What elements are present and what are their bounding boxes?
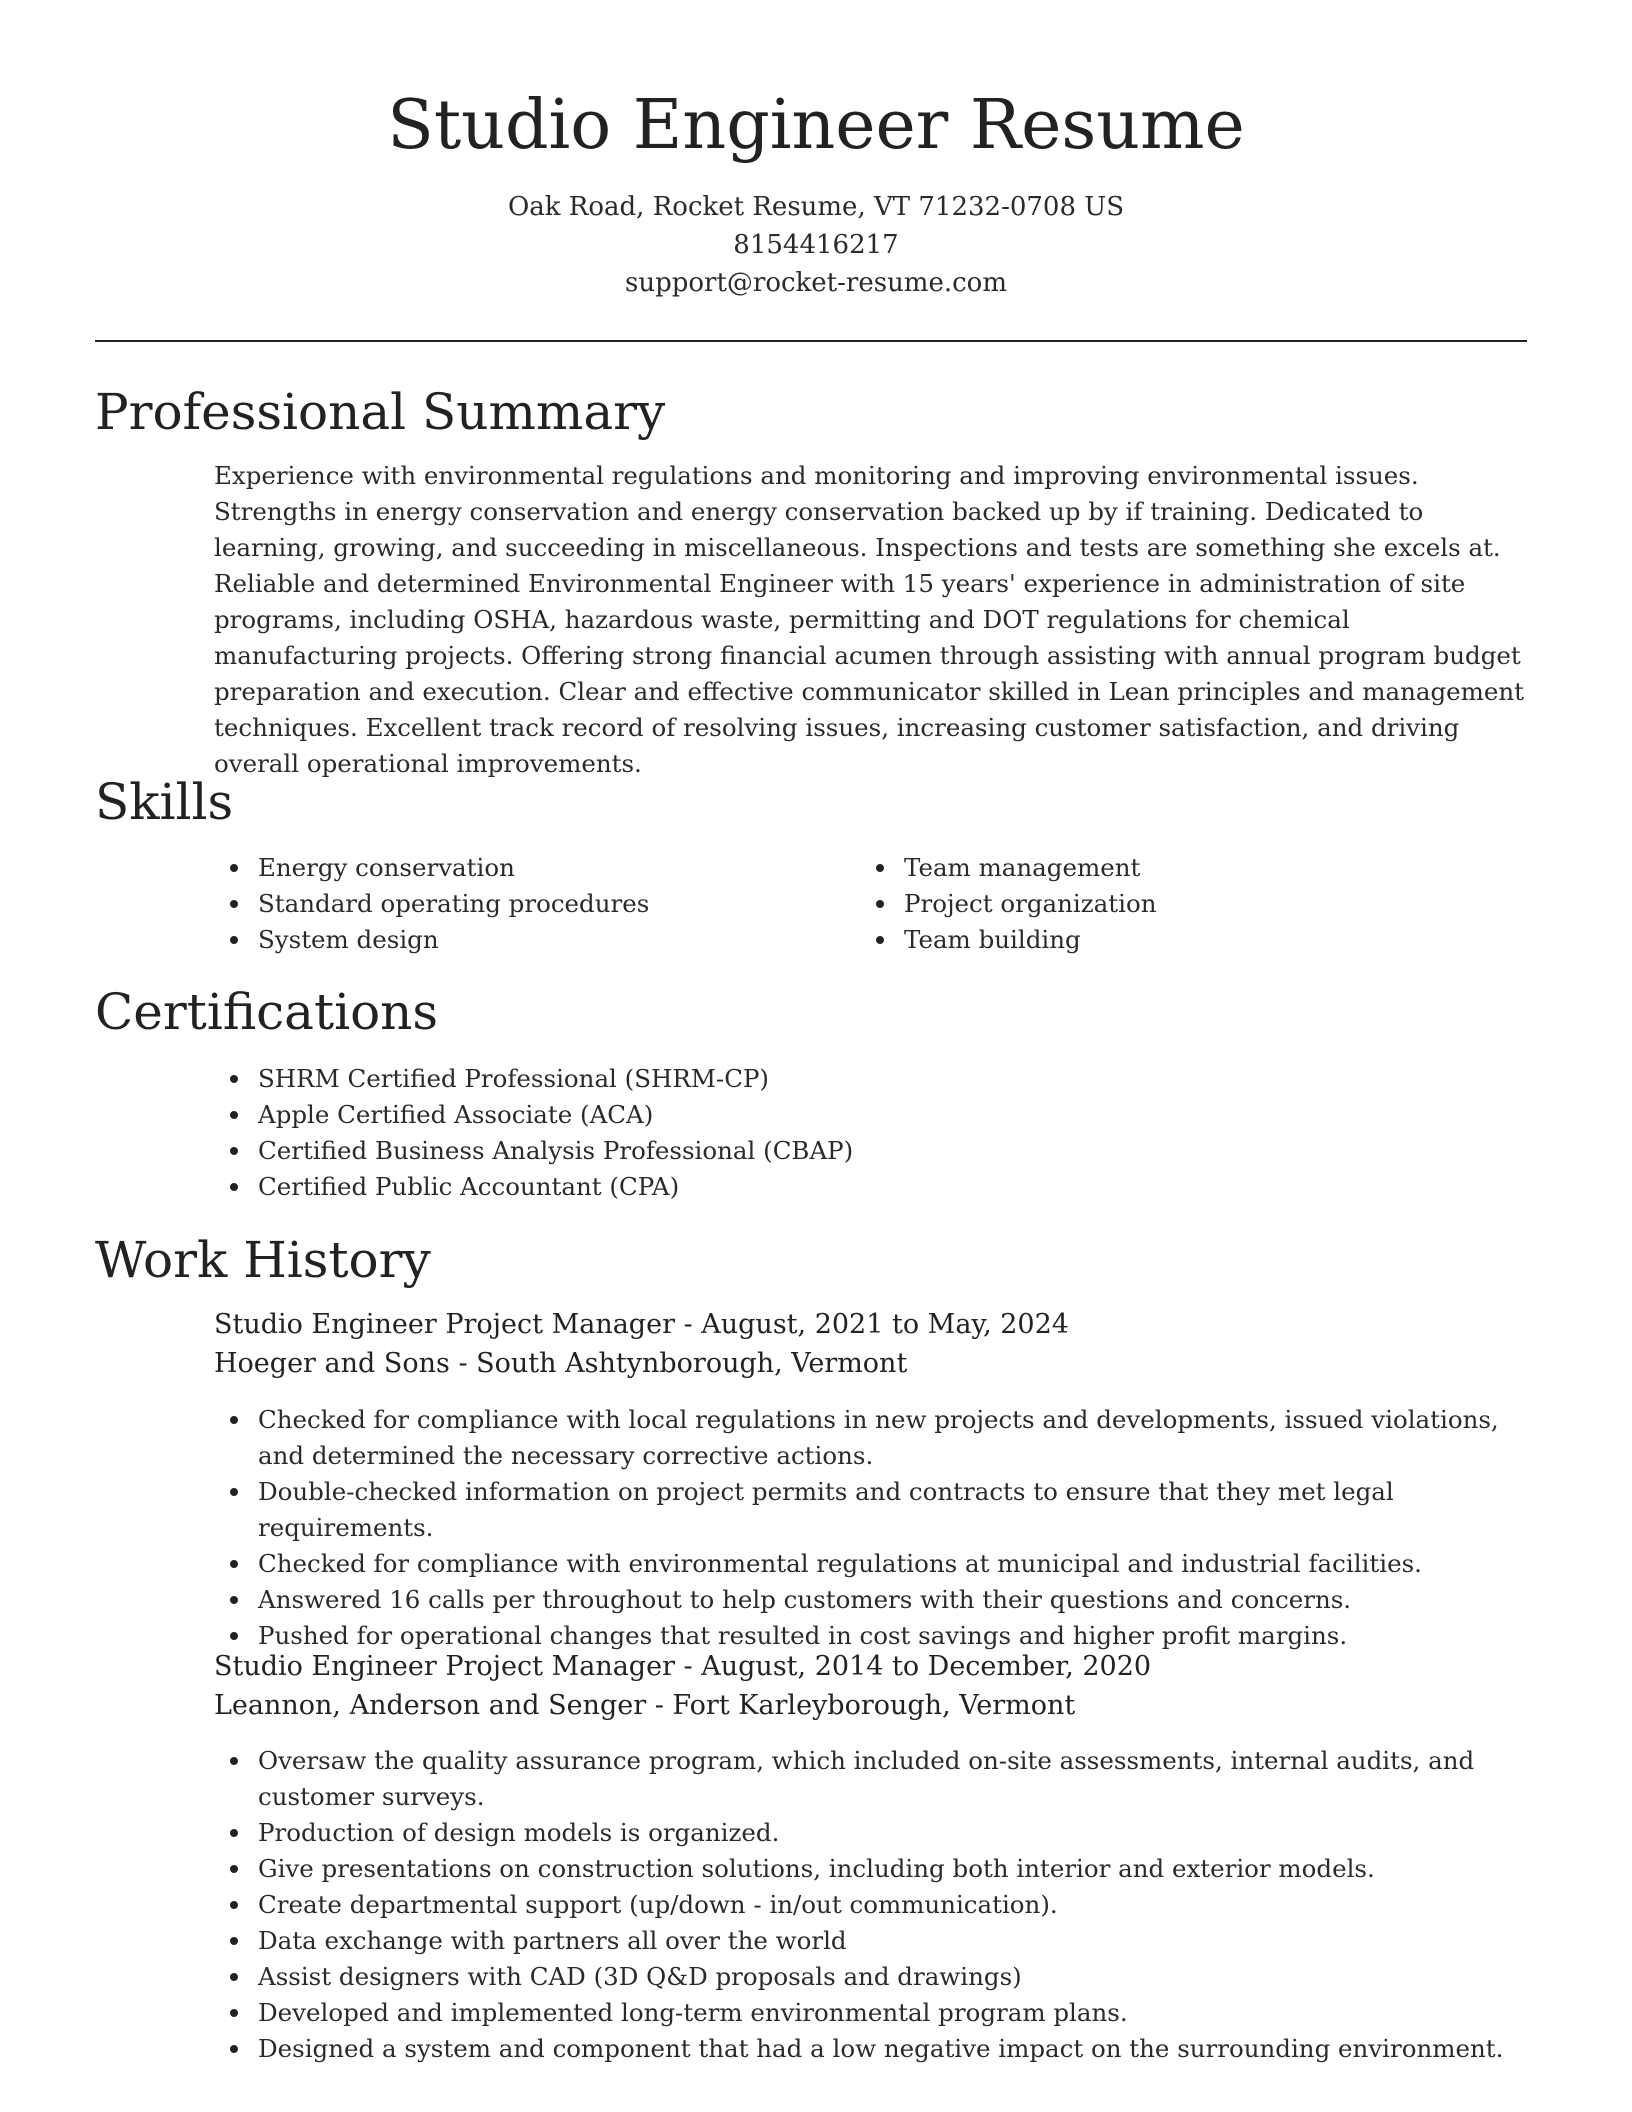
skill-item: Standard operating procedures	[214, 886, 860, 922]
address-line: Oak Road, Rocket Resume, VT 71232-0708 US	[507, 192, 1125, 222]
skills-column-right	[860, 850, 1506, 958]
certification-item: Certified Public Accountant (CPA)	[214, 1169, 1514, 1205]
skills-list	[214, 850, 1514, 958]
email-address: support@rocket-resume.com	[624, 268, 1007, 298]
certifications-heading: Certifications	[95, 983, 439, 1041]
job-duty: Developed and implemented long-term environmental program plans.	[214, 1995, 1534, 2031]
summary-text: Experience with environmental regulations and monitoring and improving environmental issues. Strengths in energy conservation and energy conservation backed up by if training. Dedicated to learning, growing, and succeeding in miscellaneous. Inspections and tests are something she excels at. Reliable and determined Environmental Engineer with 15 years' experience in administration of site programs, including OSHA, hazardous waste, permitting and DOT regulations for chemical manufacturing projects. Offering strong financial acumen through assisting with annual program budget preparation and execution. Clear and effective communicator skilled in Lean principles and management techniques. Excellent track record of resolving issues, increasing customer satisfaction, and driving overall operational improvements.	[214, 461, 1524, 778]
job-heading	[214, 1305, 1069, 1383]
skill-item: Team management	[860, 850, 1506, 886]
job-title-line: Studio Engineer Project Manager - August, 2014 to December, 2020	[214, 1651, 1152, 1682]
job-duty: Designed a system and component that had a low negative impact on the surrounding environment.	[214, 2031, 1534, 2067]
resume-title: Studio Engineer Resume	[387, 86, 1245, 165]
job-duty: Double-checked information on project permits and contracts to ensure that they met legal requirements.	[214, 1474, 1534, 1546]
certification-item: SHRM Certified Professional (SHRM-CP)	[214, 1061, 1514, 1097]
certification-item: Certified Business Analysis Professional (CBAP)	[214, 1133, 1514, 1169]
job-duty: Create departmental support (up/down - in/out communication).	[214, 1887, 1534, 1923]
job-duty: Pushed for operational changes that resulted in cost savings and higher profit margins.	[214, 1618, 1534, 1654]
job-title-line: Studio Engineer Project Manager - August, 2021 to May, 2024	[214, 1309, 1069, 1340]
skill-item: Project organization	[860, 886, 1506, 922]
skills-heading: Skills	[95, 773, 234, 831]
header-divider	[95, 340, 1527, 342]
skill-item: System design	[214, 922, 860, 958]
job-company-line: Hoeger and Sons - South Ashtynborough, Vermont	[214, 1348, 908, 1379]
skill-item: Team building	[860, 922, 1506, 958]
job-duty: Give presentations on construction solutions, including both interior and exterior models.	[214, 1851, 1534, 1887]
job-duties-list	[214, 1402, 1534, 1654]
job-duty: Oversaw the quality assurance program, which included on-site assessments, internal audits, and customer surveys.	[214, 1743, 1534, 1815]
job-company-line: Leannon, Anderson and Senger - Fort Karleyborough, Vermont	[214, 1690, 1076, 1721]
job-duty: Data exchange with partners all over the world	[214, 1923, 1534, 1959]
job-duties-list	[214, 1743, 1534, 2067]
job-duty: Assist designers with CAD (3D Q&D proposals and drawings)	[214, 1959, 1534, 1995]
job-duty: Answered 16 calls per throughout to help customers with their questions and concerns.	[214, 1582, 1534, 1618]
work-history-heading: Work History	[95, 1231, 431, 1289]
certifications-list	[214, 1061, 1514, 1205]
phone-number: 8154416217	[733, 230, 899, 260]
skills-column-left	[214, 850, 860, 958]
certification-item: Apple Certified Associate (ACA)	[214, 1097, 1514, 1133]
job-duty: Production of design models is organized.	[214, 1815, 1534, 1851]
contact-block	[0, 188, 1632, 302]
summary-heading: Professional Summary	[95, 383, 666, 441]
skill-item: Energy conservation	[214, 850, 860, 886]
job-duty: Checked for compliance with local regulations in new projects and developments, issued violations, and determined the necessary corrective actions.	[214, 1402, 1534, 1474]
resume-header	[0, 0, 1632, 302]
job-heading	[214, 1647, 1151, 1725]
job-duty: Checked for compliance with environmental regulations at municipal and industrial facilities.	[214, 1546, 1534, 1582]
